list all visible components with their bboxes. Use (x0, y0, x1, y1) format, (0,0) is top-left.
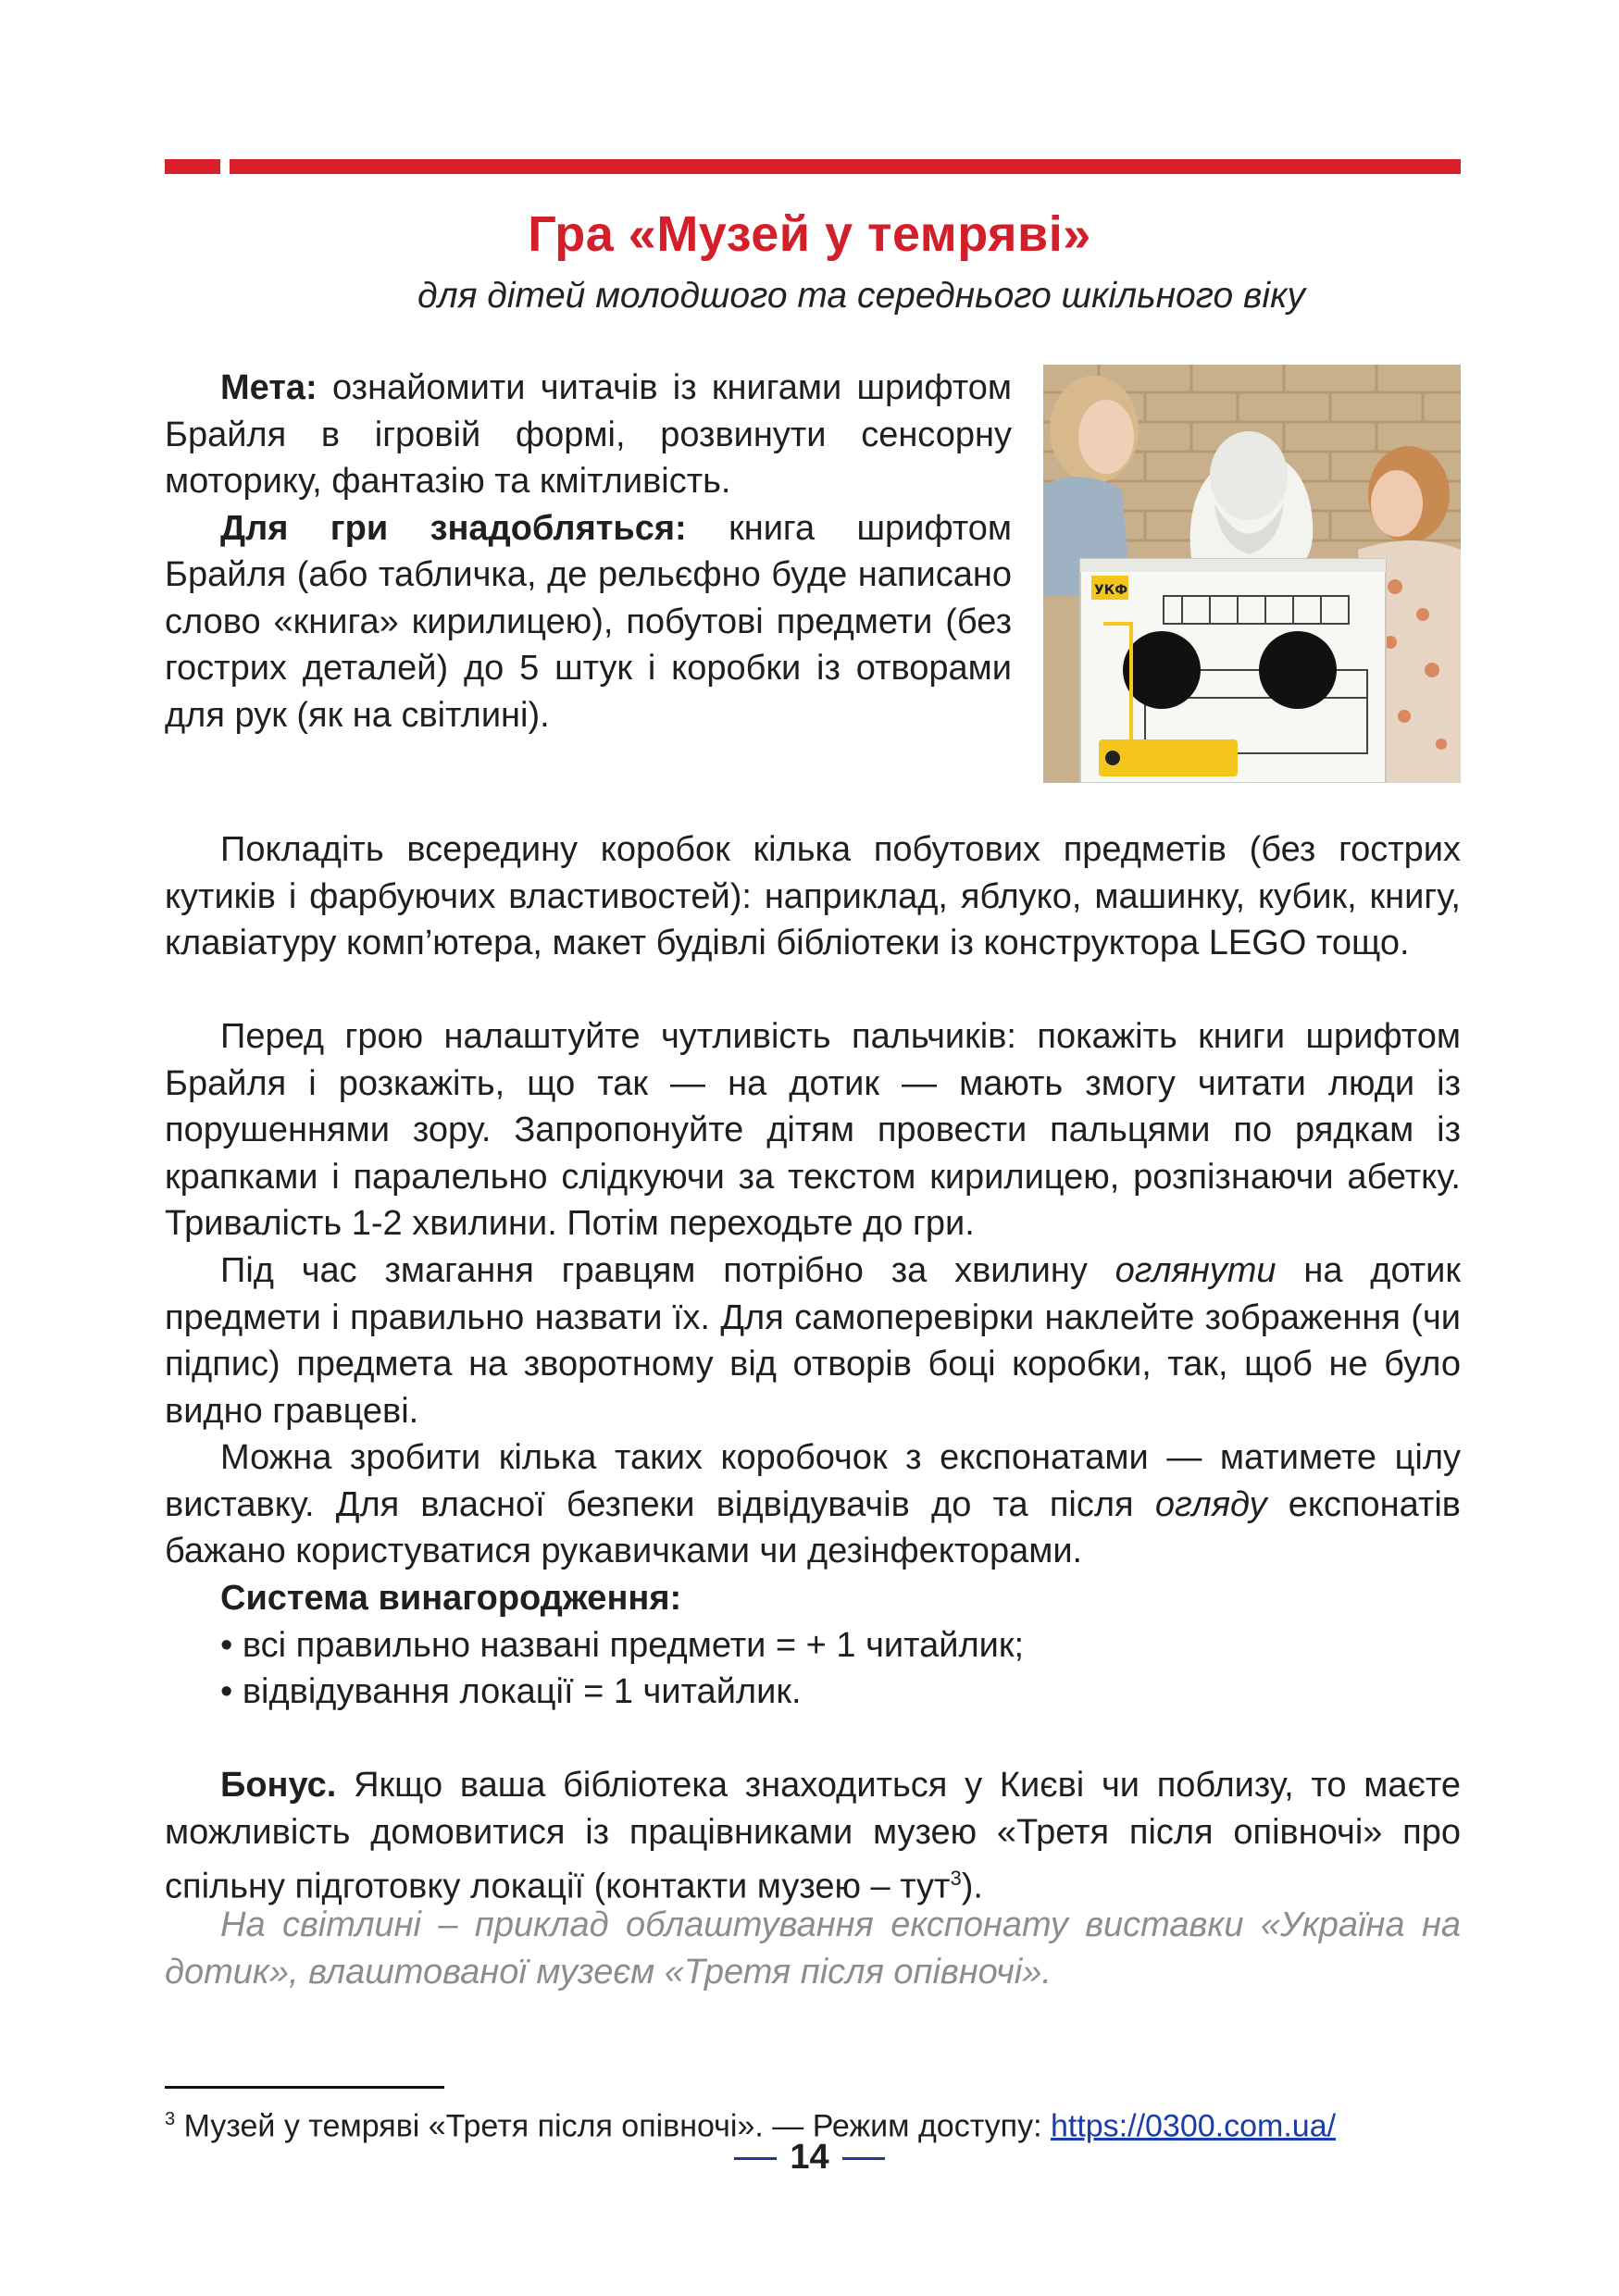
reward-heading: Система винагородження: (220, 1579, 682, 1618)
p3-text-b: на дотик предмети і правильно назвати їх. Для самоперевірки наклейте зображення (чи підпис) предмета на зворотному від отворів боці коробки, так, щоб не було видно гравцеві. (165, 1251, 1461, 1431)
photo-caption: На світлині – приклад облаштування експонату виставки «Україна на дотик», влаштованої музеєм «Третя після опівночі». (165, 1905, 1461, 1992)
page-title: Гра «Музей у темряві» (528, 206, 1091, 262)
footnote-rule (165, 2086, 444, 2089)
goal-label: Мета: (220, 368, 318, 407)
p3-emphasis: оглянути (1115, 1251, 1277, 1290)
p4-text-b: експонатів бажано користуватися рукавичками чи дезінфекторами. (165, 1484, 1461, 1570)
page-number-dash-left (734, 2157, 777, 2160)
needs-text: книга шрифтом Брайля (або табличка, де рельєфно буде написано слово «книга» кирилицею), побутові предмети (без гострих деталей) до 5 штук і коробки із отворами для рук (як на світлині). (165, 508, 1012, 735)
footnote-number: 3 (165, 2109, 176, 2129)
reward-list (165, 1575, 1461, 1716)
bonus-text: Якщо ваша бібліотека знаходиться у Києві чи поблизу, то маєте можливість домовитися із працівниками музею «Третя після опівночі» про спільну підготовку локації (контакти музею – тут (165, 1766, 1461, 1906)
intro-goal (165, 365, 1012, 738)
reward-item-2: • відвідування локації = 1 читайлик. (220, 1672, 802, 1711)
page-number-value: 14 (790, 2138, 829, 2177)
needs-label: Для гри знадобляться: (220, 508, 687, 548)
footnote-text: Музей у темряві «Третя після опівночі». — Режим доступу: (175, 2108, 1051, 2144)
goal-text: ознайомити читачів із книгами шрифтом Брайля в ігровій формі, розвинути сенсорну моторику, фантазію та кмітливість. (165, 368, 1012, 501)
page-subtitle: для дітей молодшого та середнього шкільного віку (417, 276, 1305, 316)
bonus-footnote-ref: 3 (950, 1867, 962, 1890)
top-rule-short (165, 159, 220, 174)
paragraph-4 (165, 1434, 1461, 1575)
paragraph-3 (165, 1247, 1461, 1434)
box-logo: УКФ (1094, 583, 1128, 598)
footnote-link[interactable]: https://0300.com.ua/ (1050, 2108, 1337, 2144)
intro-needs (165, 505, 1012, 739)
bonus-label: Бонус. (220, 1766, 337, 1805)
page-number-dash-right (842, 2157, 885, 2160)
top-rule-long (230, 159, 1461, 174)
reward-item-1: • всі правильно названі предмети = + 1 читайлик; (220, 1625, 1025, 1665)
bonus-end: ). (961, 1867, 983, 1906)
p4-text-a: Можна зробити кілька таких коробочок з експонатами — матимете цілу виставку. Для власної безпеки відвідувачів до та після (165, 1438, 1461, 1524)
p3-text-a: Під час змагання гравцям потрібно за хвилину (220, 1251, 1115, 1290)
paragraph-1: Покладіть всередину коробок кілька побутових предметів (без гострих кутиків і фарбуючих властивостей): наприклад, яблуко, машинку, кубик, книгу, клавіатуру комп’ютера, макет будівлі бібліотеки із конструктора LEGO тощо. (165, 830, 1461, 962)
exhibit-photo (1043, 365, 1461, 783)
paragraph-2: Перед грою налаштуйте чутливість пальчиків: покажіть книги шрифтом Брайля і розкажіть, що так — на дотик — мають змогу читати люди із порушеннями зору. Запропонуйте дітям провести пальцями по рядкам із крапками і паралельно слідкуючи за текстом кирилицею, розпізнаючи абетку. Тривалість 1-2 хвилини. Потім переходьте до гри. (165, 1017, 1461, 1243)
bonus-paragraph (165, 1762, 1461, 1910)
page-number (0, 2138, 1619, 2178)
p4-emphasis: огляду (1154, 1484, 1267, 1524)
